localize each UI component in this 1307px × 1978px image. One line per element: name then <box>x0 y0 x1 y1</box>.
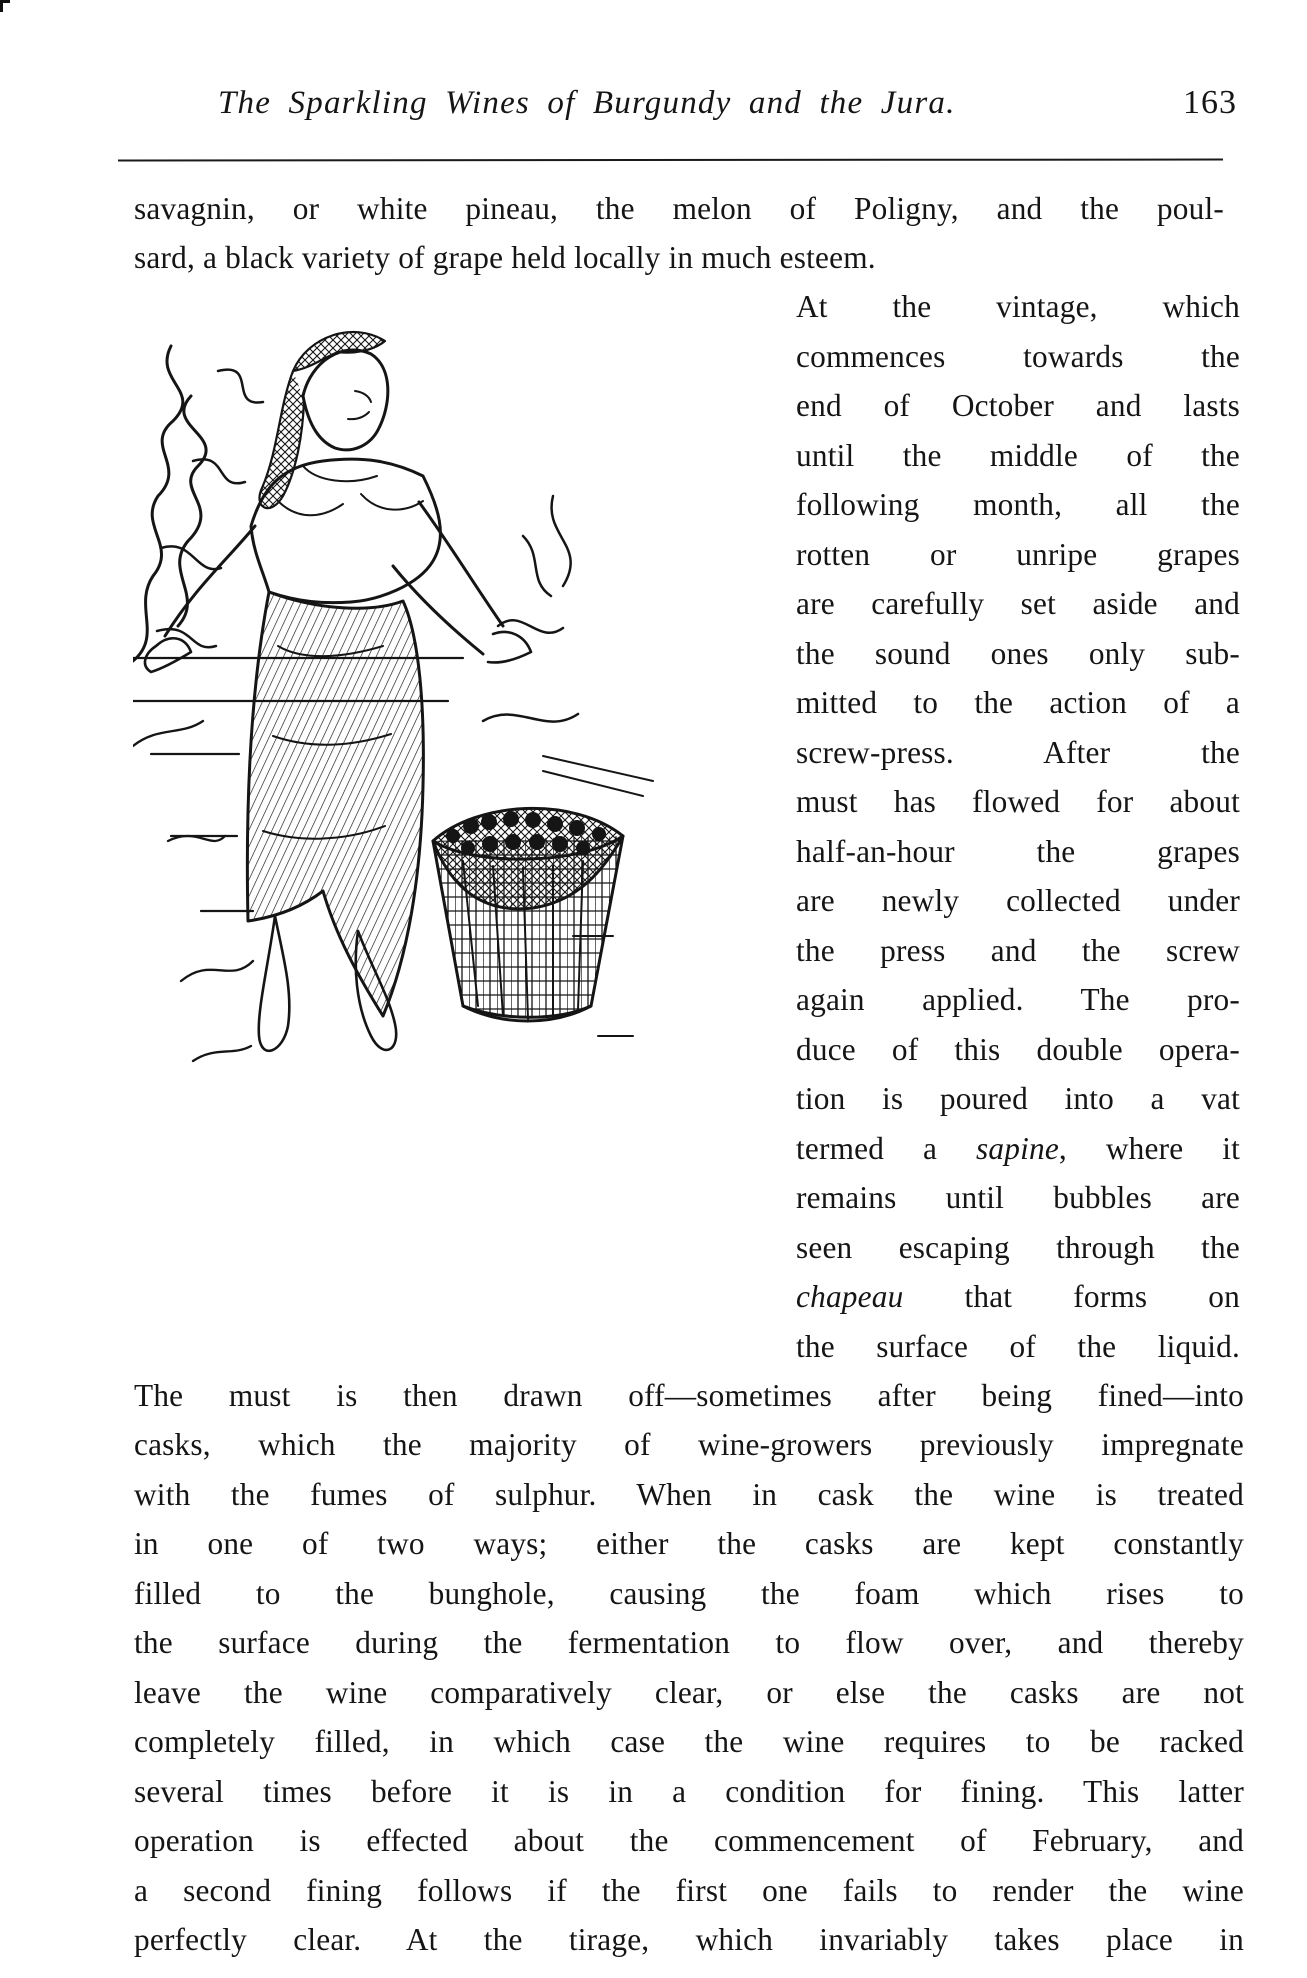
text-line: half-an-hour the grapes <box>796 834 1240 869</box>
text-line: in one of two ways; either the casks are kept constantly <box>134 1526 1244 1561</box>
text-line: the surface of the liquid. <box>796 1329 1240 1364</box>
text-line: duce of this double opera- <box>796 1032 1240 1067</box>
text-line: remains until bubbles are <box>796 1180 1240 1215</box>
text-line: again applied. The pro- <box>796 982 1240 1017</box>
text-line: mitted to the action of a <box>796 685 1240 720</box>
text-line: the surface during the fermentation to flow over, and thereby <box>134 1625 1244 1660</box>
text-line: tion is poured into a vat <box>796 1081 1240 1116</box>
text-line: are carefully set aside and <box>796 586 1240 621</box>
text-fragment: termed a <box>796 1131 976 1166</box>
text-line: completely filled, in which case the wine requires to be racked <box>134 1724 1244 1759</box>
text-line: screw-press. After the <box>796 735 1240 770</box>
text-line: savagnin, or white pineau, the melon of Poligny, and the poul- <box>134 191 1224 226</box>
text-line: commences towards the <box>796 339 1240 374</box>
text-line: At the vintage, which <box>796 289 1240 324</box>
text-line: are newly collected under <box>796 883 1240 918</box>
text-line: The must is then drawn off—sometimes after being fined—into <box>134 1378 1244 1413</box>
text-line: must has flowed for about <box>796 784 1240 819</box>
italic-term-chapeau: chapeau <box>796 1279 904 1314</box>
text-line: until the middle of the <box>796 438 1240 473</box>
text-line-with-italic <box>796 1133 1240 1164</box>
text-line-with-italic <box>796 1281 1240 1312</box>
text-line: following month, all the <box>796 487 1240 522</box>
text-line: filled to the bunghole, causing the foam which rises to <box>134 1576 1244 1611</box>
page-number: 163 <box>1183 84 1237 121</box>
text-line: leave the wine comparatively clear, or else the casks are not <box>134 1675 1244 1710</box>
text-line: rotten or unripe grapes <box>796 537 1240 572</box>
text-line: the press and the screw <box>796 933 1240 968</box>
text-line: with the fumes of sulphur. When in cask the wine is treated <box>134 1477 1244 1512</box>
italic-term-sapine: sapine <box>976 1131 1059 1166</box>
text-line: casks, which the majority of wine-growers previously impregnate <box>134 1427 1244 1462</box>
text-line: sard, a black variety of grape held locally in much esteem. <box>134 240 876 275</box>
text-line: seen escaping through the <box>796 1230 1240 1265</box>
running-title: The Sparkling Wines of Burgundy and the Jura. <box>218 85 956 121</box>
text-line: operation is effected about the commencement of February, and <box>134 1823 1244 1858</box>
text-fragment: , where it <box>1058 1131 1240 1166</box>
text-line: several times before it is in a condition for fining. This latter <box>134 1774 1244 1809</box>
text-line: the sound ones only sub- <box>796 636 1240 671</box>
text-line: a second fining follows if the first one fails to render the wine <box>134 1873 1244 1908</box>
text-line: end of October and lasts <box>796 388 1240 423</box>
text-line: perfectly clear. At the tirage, which invariably takes place in <box>134 1922 1244 1957</box>
text-fragment: that forms on <box>903 1279 1240 1314</box>
